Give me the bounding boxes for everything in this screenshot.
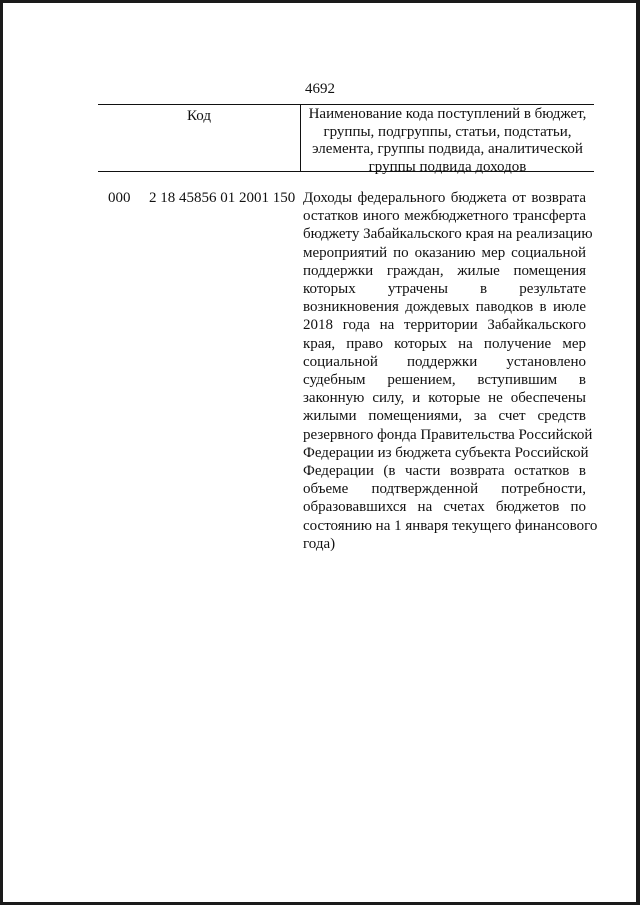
description-line: которых утрачены в результате [303,281,586,298]
description-line: возникновения дождевых паводков в июле [303,299,586,316]
description-line: состоянию на 1 января текущего финансового [303,517,598,534]
description-line: остатков иного межбюджетного трансферта [303,208,586,225]
description-line: социальной поддержки установлено [303,353,586,370]
description-line: года) [303,535,336,552]
description-line: законную силу, и которые не обеспечены [303,390,586,407]
admin-code-cell: 000 [108,190,131,206]
description-line: жилыми помещениями, за счет средств [303,408,586,425]
description-line: судебным решением, вступившим в [303,372,586,389]
scan-border-top [0,0,640,3]
description-line: бюджету Забайкальского края на реализацию [303,226,593,243]
page-number: 4692 [305,81,335,97]
description-line: Доходы федерального бюджета от возврата [303,190,586,206]
description-line: мероприятий по оказанию мер социальной [303,244,586,261]
description-line: 2018 года на территории Забайкальского [303,317,586,334]
description-line: края, право которых на получение мер [303,335,586,352]
description-line: образовавшихся на счетах бюджетов по [303,499,586,516]
table-header [98,104,594,175]
scan-border-left [0,0,3,905]
header-name-column: Наименование кода поступлений в бюджет, группы, подгруппы, статьи, подстатьи, элемента, группы подвида, аналитической группы подвида доходов [308,106,587,175]
header-code-column: Код [98,105,301,171]
description-line: поддержки граждан, жилые помещения [303,262,586,279]
scan-border-right [636,0,640,905]
budget-code-cell: 2 18 45856 01 2001 150 [149,190,296,206]
description-cell [303,189,598,553]
description-line: резервного фонда Правительства Российской [303,426,593,443]
description-line: Федерации из бюджета субъекта Российской [303,444,589,461]
description-line: Федерации (в части возврата остатков в [303,463,586,480]
description-line: объеме подтвержденной потребности, [303,481,586,498]
